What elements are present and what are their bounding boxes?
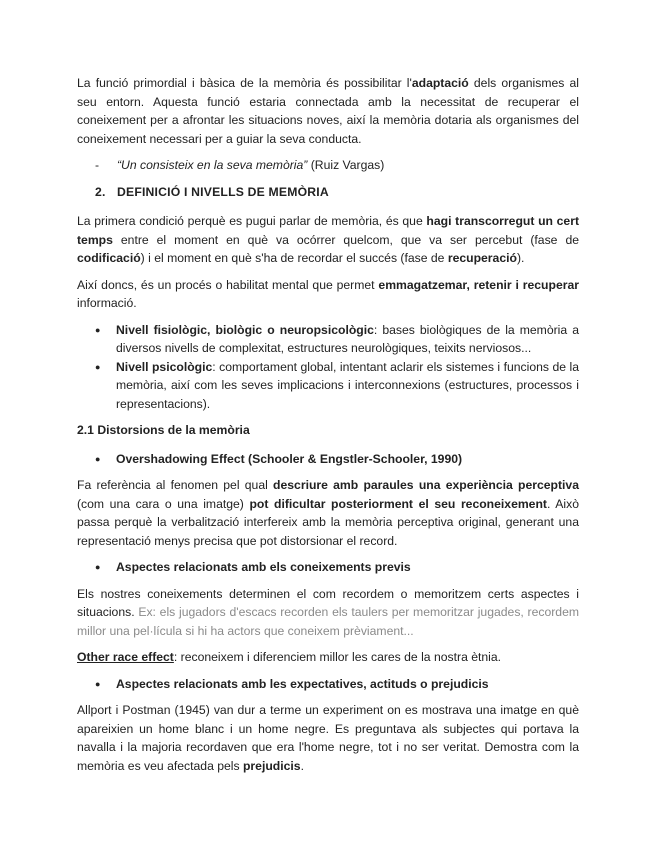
document-page	[77, 74, 579, 775]
dash-marker: -	[95, 158, 100, 172]
overshadowing-paragraph: Fa referència al fenomen pel qual descriure amb paraules una experiència perceptiva (com una cara o una imatge) pot dificultar posteriorment el seu reconeixement. Això passa perquè la verbalització interfereix amb la memòria perceptiva original, generant una representació menys precisa que pot distorsionar el record.	[77, 478, 579, 548]
overshadowing-bullet	[77, 450, 579, 469]
intro-paragraph: La funció primordial i bàsica de la memòria és possibilitar l'adaptació dels organismes al seu entorn. Aquesta funció estaria connectada amb la necessitat de recuperar el coneixement per a afrontar les situacions noves, així la memòria dotaria als organismes del coneixement necessari per a guiar la seva conducta.	[77, 76, 580, 146]
list-item: ● Aspectes relacionats amb els coneixements previs	[77, 558, 579, 577]
subsection-heading: 2.1 Distorsions de la memòria	[77, 423, 250, 437]
list-item: ● Aspectes relacionats amb les expectatives, actituds o prejudicis	[77, 675, 579, 694]
definition-paragraph: La primera condició perquè es pugui parlar de memòria, és que hagi transcorregut un cert temps entre el moment en què va ocórrer quelcom, que va ser percebut (fase de codificació) i el moment en què s'ha de recordar el succés (fase de recuperació).	[77, 214, 579, 265]
quote-text: “Un consisteix en la seva memòria”	[117, 158, 308, 172]
coneixements-paragraph: Els nostres coneixements determinen el com recordem o memoritzem certs aspectes i situacions. Ex: els jugadors d'escacs recorden els taulers per memoritzar jugades, recordem millor una pel·lícula si hi ha actors que coneixem prèviament...	[77, 586, 580, 638]
expectatives-bullet	[77, 675, 579, 694]
example-text: Ex: els jugadors d'escacs recorden els taulers per memoritzar jugades, recordem millor una pel·lícula si hi ha actors que coneixem prèviament...	[77, 605, 580, 638]
list-item: ● Overshadowing Effect (Schooler & Engstler-Schooler, 1990)	[77, 450, 579, 469]
allport-paragraph: Allport i Postman (1945) van dur a terme un experiment on es mostrava una imatge en què apareixien un home blanc i un home negre. Es preguntava als subjectes qui portava la navalla i la majoria recordaven que era l'home negre, tot i no ser veritat. Demostra com la memòria es veu afectada pels prejudicis.	[77, 703, 579, 773]
section-number: 2.	[95, 184, 106, 199]
list-item-level-physiological: ● Nivell fisiològic, biològic o neuropsicològic: bases biològiques de la memòria a diversos nivells de complexitat, estructures neurològiques, teixits nerviosos...	[77, 321, 579, 358]
coneixements-bullet	[77, 558, 579, 577]
quote-author: (Ruiz Vargas)	[307, 158, 385, 172]
process-paragraph: Així doncs, és un procés o habilitat mental que permet emmagatzemar, retenir i recuperar informació.	[77, 277, 579, 310]
list-item-level-psychological: ● Nivell psicològic: comportament global, intentant aclarir els sistemes i funcions de la memòria, així com les seves implicacions i interconnexions (estructures, processos i representacions).	[77, 358, 579, 414]
other-race-paragraph: Other race effect: reconeixem i diferenciem millor les cares de la nostra ètnia.	[77, 650, 502, 664]
quote-item	[77, 156, 579, 175]
section-heading	[77, 183, 579, 202]
keyword-adaptacio: adaptació	[411, 76, 469, 90]
section-title: DEFINICIÓ I NIVELLS DE MEMÒRIA	[117, 184, 329, 199]
levels-list	[77, 321, 579, 414]
other-race-effect-term: Other race effect	[77, 650, 174, 664]
